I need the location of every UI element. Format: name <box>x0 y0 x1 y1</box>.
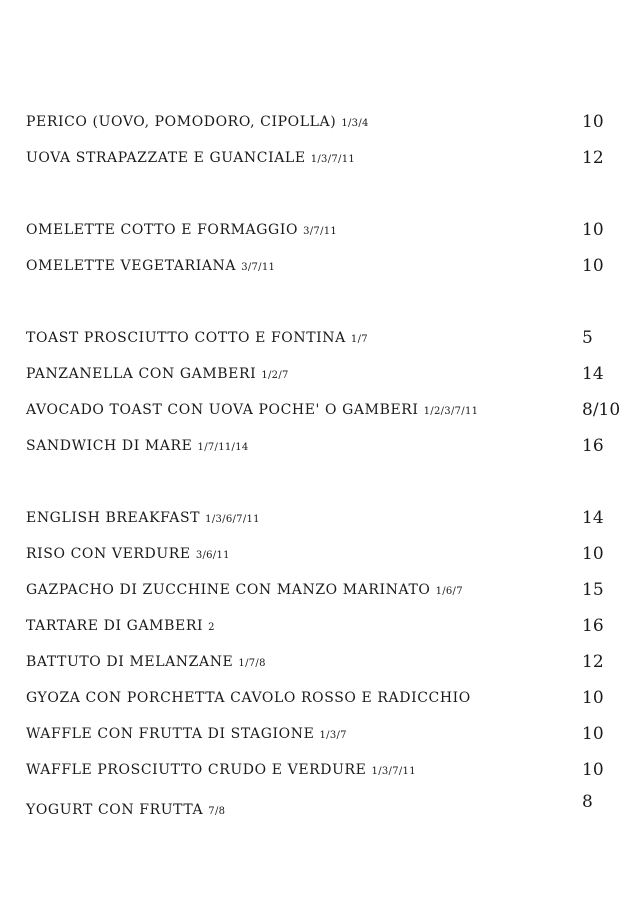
item-price: 14 <box>582 508 604 528</box>
item-price: 5 <box>582 328 593 348</box>
menu-item <box>0 254 640 278</box>
menu-item <box>0 326 640 350</box>
item-allergens: 1/2/3/7/11 <box>423 406 479 417</box>
menu-item <box>0 686 640 710</box>
item-price: 10 <box>582 256 604 276</box>
item-name: PANZANELLA CON GAMBERI 1/2/7 <box>26 366 289 382</box>
menu-item <box>0 758 640 782</box>
item-name: ENGLISH BREAKFAST 1/3/6/7/11 <box>26 510 260 526</box>
item-price: 10 <box>582 760 604 780</box>
item-name: YOGURT CON FRUTTA 7/8 <box>26 802 226 818</box>
item-name: UOVA STRAPAZZATE E GUANCIALE 1/3/7/11 <box>26 150 356 166</box>
item-allergens: 1/3/7/11 <box>371 766 416 777</box>
item-price: 10 <box>582 112 604 132</box>
item-name: TOAST PROSCIUTTO COTTO E FONTINA 1/7 <box>26 330 368 346</box>
item-allergens: 1/3/4 <box>341 118 369 129</box>
item-allergens: 1/2/7 <box>261 370 289 381</box>
menu-item <box>0 578 640 602</box>
item-name: WAFFLE PROSCIUTTO CRUDO E VERDURE 1/3/7/11 <box>26 762 416 778</box>
item-price: 12 <box>582 148 604 168</box>
item-allergens: 1/7/8 <box>238 658 266 669</box>
menu-item <box>0 110 640 134</box>
menu-item <box>0 542 640 566</box>
item-allergens: 1/6/7 <box>435 586 463 597</box>
item-allergens: 3/7/11 <box>241 262 276 273</box>
item-name: OMELETTE COTTO E FORMAGGIO 3/7/11 <box>26 222 338 238</box>
item-allergens: 1/7/11/14 <box>197 442 249 453</box>
item-price: 15 <box>582 580 604 600</box>
item-price: 10 <box>582 220 604 240</box>
item-name: WAFFLE CON FRUTTA DI STAGIONE 1/3/7 <box>26 726 347 742</box>
item-price: 16 <box>582 436 604 456</box>
menu-item <box>0 722 640 746</box>
item-name: GAZPACHO DI ZUCCHINE CON MANZO MARINATO 1/6/7 <box>26 582 463 598</box>
item-allergens: 2 <box>208 622 215 633</box>
item-allergens: 1/7 <box>350 334 368 345</box>
menu-item <box>0 506 640 530</box>
item-name: AVOCADO TOAST CON UOVA POCHE' O GAMBERI 1/2/3/7/11 <box>26 402 479 418</box>
menu-item <box>0 146 640 170</box>
menu-item <box>0 362 640 386</box>
item-name: PERICO (UOVO, POMODORO, CIPOLLA) 1/3/4 <box>26 114 369 130</box>
menu-item <box>0 614 640 638</box>
item-allergens: 1/3/7 <box>319 730 347 741</box>
item-allergens: 7/8 <box>208 806 226 817</box>
menu-item <box>0 218 640 242</box>
item-price: 8/10 <box>582 400 621 420</box>
menu-item <box>0 398 640 422</box>
item-price: 10 <box>582 544 604 564</box>
item-name: TARTARE DI GAMBERI 2 <box>26 618 215 634</box>
item-allergens: 1/3/7/11 <box>310 154 356 165</box>
menu-item <box>0 434 640 458</box>
menu-item <box>0 650 640 674</box>
item-price: 10 <box>582 688 604 708</box>
item-name: SANDWICH DI MARE 1/7/11/14 <box>26 438 249 454</box>
item-price: 12 <box>582 652 604 672</box>
item-name: RISO CON VERDURE 3/6/11 <box>26 546 230 562</box>
item-name: OMELETTE VEGETARIANA 3/7/11 <box>26 258 276 274</box>
item-allergens: 1/3/6/7/11 <box>205 514 260 525</box>
item-name: GYOZA CON PORCHETTA CAVOLO ROSSO E RADICCHIO <box>26 690 471 706</box>
item-price: 16 <box>582 616 604 636</box>
item-allergens: 3/7/11 <box>303 226 338 237</box>
item-price: 8 <box>582 792 593 812</box>
item-allergens: 3/6/11 <box>195 550 230 561</box>
item-name: BATTUTO DI MELANZANE 1/7/8 <box>26 654 266 670</box>
item-price: 10 <box>582 724 604 744</box>
item-price: 14 <box>582 364 604 384</box>
menu-item <box>0 792 640 822</box>
